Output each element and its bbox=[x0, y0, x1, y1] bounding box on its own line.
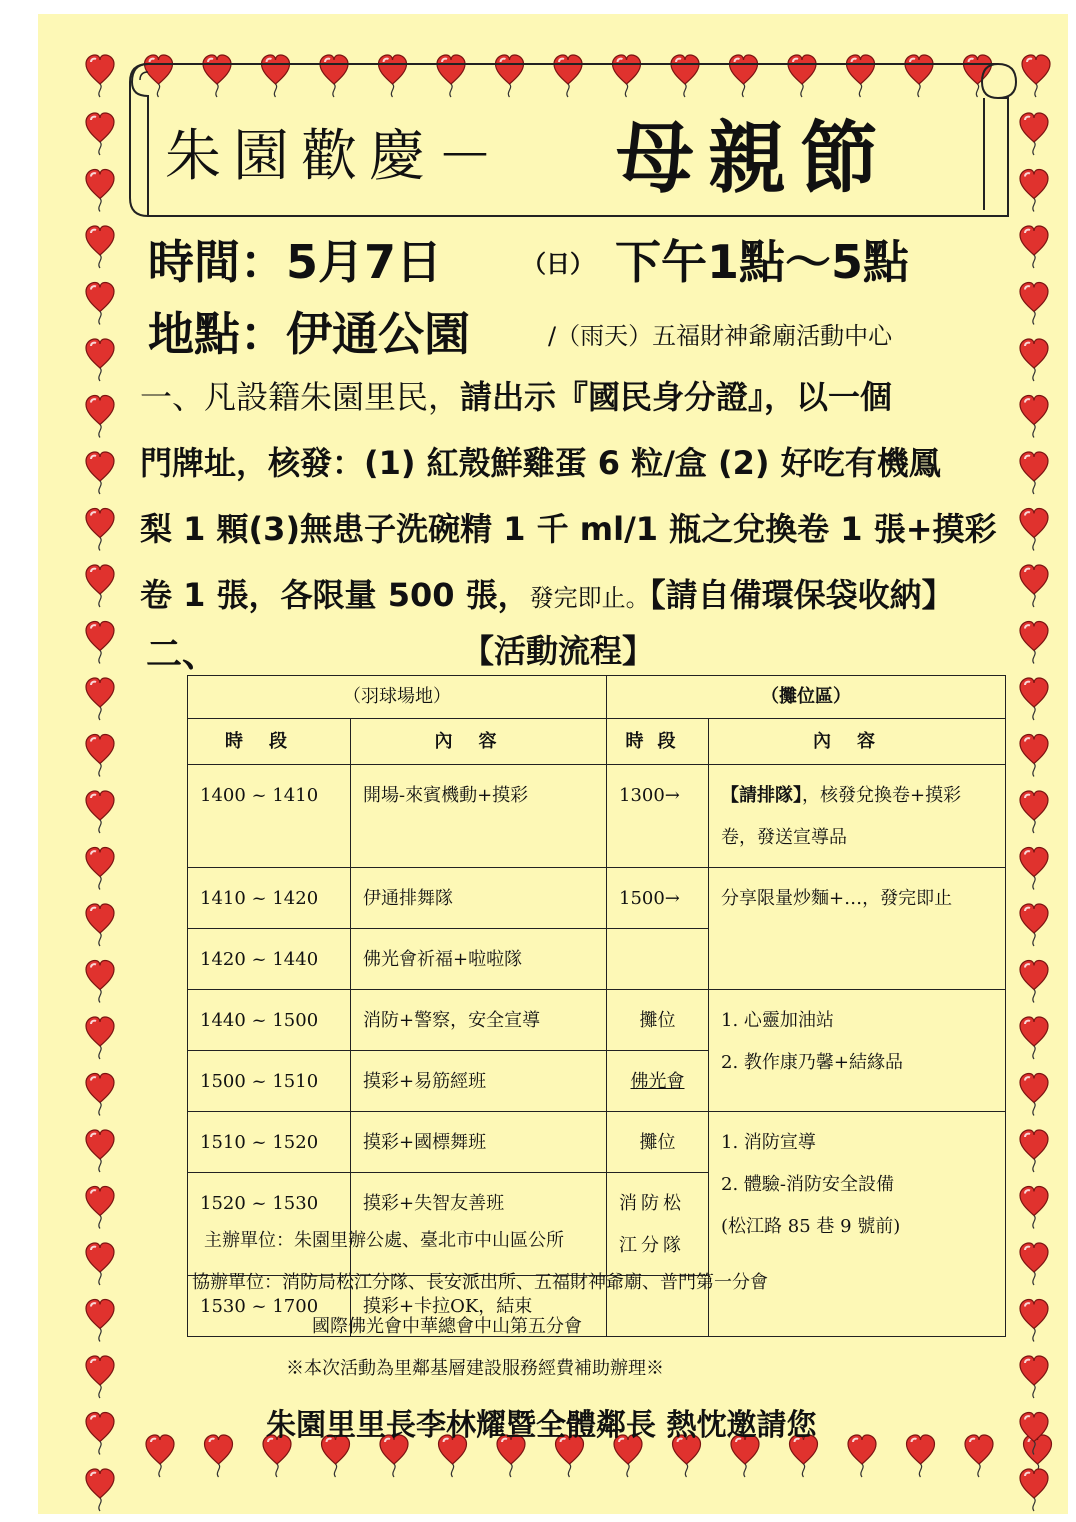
item1-line4: 卷 1 張，各限量 500 張，發完即止。【請自備環保袋收納】 bbox=[140, 576, 954, 614]
heart-balloon-icon bbox=[1020, 509, 1048, 551]
booth-content: 1. 心靈加油站 2. 教作康乃馨+結緣品 bbox=[709, 990, 1006, 1112]
heart-balloon-icon bbox=[1020, 904, 1048, 946]
table-row-time: 1440 ~ 1500 bbox=[188, 990, 351, 1051]
heart-balloon-icon bbox=[1020, 1243, 1048, 1285]
heart-balloon-icon bbox=[86, 283, 114, 325]
item1-line2: 門牌址，核發：(1) 紅殼鮮雞蛋 6 粒/盒 (2) 好吃有機鳳 bbox=[140, 444, 941, 482]
title-mothers-day: 母親節 bbox=[616, 113, 893, 204]
event-time-label: 時間：5月7日 bbox=[148, 235, 443, 289]
booth-content: 分享限量炒麵+…，發完即止 bbox=[709, 868, 1006, 990]
heart-balloon-icon bbox=[1020, 1017, 1048, 1059]
heart-balloon-icon bbox=[1020, 791, 1048, 833]
table-row-content: 佛光會祈福+啦啦隊 bbox=[351, 929, 607, 990]
booth-time: 1300→ bbox=[607, 765, 709, 868]
event-place-label: 地點：伊通公園 bbox=[148, 307, 470, 361]
title-prefix: 朱園歡慶－ bbox=[165, 124, 505, 189]
heart-balloon-icon bbox=[1020, 170, 1048, 212]
heart-balloon-icon bbox=[1020, 226, 1048, 268]
heart-balloon-icon bbox=[1020, 735, 1048, 777]
table-row-time: 1410 ~ 1420 bbox=[188, 868, 351, 929]
table-row-time: 1400 ~ 1410 bbox=[188, 765, 351, 868]
heart-balloon-icon bbox=[86, 113, 114, 155]
heart-balloon-icon bbox=[1020, 1074, 1048, 1116]
co-organizers: 協辦單位：消防局松江分隊、長安派出所、五福財神爺廟、普門第一分會 bbox=[192, 1272, 768, 1293]
heart-balloon-icon bbox=[86, 1130, 114, 1172]
table-row-time: 1500 ~ 1510 bbox=[188, 1051, 351, 1112]
heart-balloon-icon bbox=[146, 1435, 174, 1477]
heart-balloon-icon bbox=[86, 170, 114, 212]
table-row-content: 摸彩+易筋經班 bbox=[351, 1051, 607, 1112]
booth-label: 攤位 bbox=[607, 1112, 709, 1173]
heart-balloon-icon bbox=[86, 1243, 114, 1285]
booth-time: 1500→ bbox=[607, 868, 709, 929]
heart-balloon-icon bbox=[86, 678, 114, 720]
heart-balloon-icon bbox=[1020, 1130, 1048, 1172]
booth-org: 佛光會 bbox=[607, 1051, 709, 1112]
heart-balloon-icon bbox=[86, 1469, 114, 1511]
heart-balloon-icon bbox=[1020, 678, 1048, 720]
heart-balloon-icon bbox=[86, 622, 114, 664]
heart-balloon-icon bbox=[86, 1017, 114, 1059]
heart-balloon-icon bbox=[86, 396, 114, 438]
host-organizer: 主辦單位：朱園里辦公處、臺北市中山區公所 bbox=[204, 1230, 564, 1251]
booth-label: 攤位 bbox=[607, 990, 709, 1051]
heart-balloon-icon bbox=[1022, 55, 1050, 97]
heart-balloon-icon bbox=[86, 1356, 114, 1398]
header-content: 內容 bbox=[351, 719, 607, 765]
heart-balloon-icon bbox=[86, 904, 114, 946]
heart-balloon-icon bbox=[86, 55, 114, 97]
heart-balloon-icon bbox=[1020, 283, 1048, 325]
heart-balloon-icon bbox=[86, 735, 114, 777]
heart-balloon-icon bbox=[1020, 452, 1048, 494]
heart-balloon-icon bbox=[86, 791, 114, 833]
heart-balloon-icon bbox=[907, 1435, 935, 1477]
item1-line1: 一、凡設籍朱園里民，請出示『國民身分證』，以一個 bbox=[140, 378, 893, 416]
table-row-time: 1420 ~ 1440 bbox=[188, 929, 351, 990]
item2-number: 二、 bbox=[146, 634, 219, 675]
booth-time-empty bbox=[607, 929, 709, 990]
item1-line3: 梨 1 顆(3)無患子洗碗精 1 千 ml/1 瓶之兌換卷 1 張+摸彩 bbox=[140, 510, 997, 548]
heart-balloon-icon bbox=[848, 1435, 876, 1477]
heart-balloon-icon bbox=[1020, 396, 1048, 438]
heart-balloon-icon bbox=[1020, 1300, 1048, 1342]
header-time-booth: 時段 bbox=[607, 719, 709, 765]
heart-balloon-icon bbox=[1020, 113, 1048, 155]
heart-balloon-icon bbox=[1020, 848, 1048, 890]
table-row-content: 伊通排舞隊 bbox=[351, 868, 607, 929]
header-time: 時段 bbox=[188, 719, 351, 765]
heart-balloon-icon bbox=[86, 452, 114, 494]
heart-balloon-icon bbox=[1020, 1187, 1048, 1229]
heart-balloon-icon bbox=[86, 1300, 114, 1342]
heart-balloon-icon bbox=[86, 848, 114, 890]
heart-balloon-icon bbox=[86, 565, 114, 607]
heart-balloon-icon bbox=[86, 1413, 114, 1455]
event-time-range: 下午1點～5點 bbox=[615, 235, 910, 289]
area-badminton: （羽球場地） bbox=[188, 676, 607, 719]
table-row-time: 1530 ~ 1700 bbox=[188, 1276, 351, 1337]
event-day: （日） bbox=[522, 250, 594, 278]
heart-balloon-icon bbox=[86, 961, 114, 1003]
heart-balloon-icon bbox=[86, 226, 114, 268]
table-row-time: 1520 ~ 1530 bbox=[188, 1173, 351, 1276]
schedule-heading: 【活動流程】 bbox=[462, 632, 655, 670]
heart-balloon-icon bbox=[86, 1187, 114, 1229]
event-place-alt: /（雨天）五福財神爺廟活動中心 bbox=[548, 322, 893, 350]
table-row-content: 摸彩+失智友善班 bbox=[351, 1173, 607, 1276]
invitation-line: 朱園里里長李林耀暨全體鄰長 熱忱邀請您 bbox=[266, 1408, 817, 1443]
heart-balloon-icon bbox=[1020, 622, 1048, 664]
heart-balloon-icon bbox=[86, 339, 114, 381]
heart-balloon-icon bbox=[86, 1074, 114, 1116]
booth-content: 【請排隊】，核發兌換卷+摸彩卷，發送宣導品 bbox=[709, 765, 1006, 868]
table-row-content: 開場-來賓機動+摸彩 bbox=[351, 765, 607, 868]
table-row-content: 摸彩+卡拉OK，結束 bbox=[351, 1276, 607, 1337]
heart-balloon-icon bbox=[205, 1435, 233, 1477]
subsidy-note: ※本次活動為里鄰基層建設服務經費補助辦理※ bbox=[286, 1358, 664, 1379]
area-booth: （攤位區） bbox=[607, 676, 1006, 719]
heart-balloon-icon bbox=[1020, 1356, 1048, 1398]
heart-balloon-icon bbox=[1020, 1469, 1048, 1511]
co-organizers-line2: 國際佛光會中華總會中山第五分會 bbox=[312, 1316, 582, 1337]
heart-balloon-icon bbox=[1020, 565, 1048, 607]
heart-balloon-icon bbox=[1020, 961, 1048, 1003]
booth-org: 消防松江分隊 bbox=[607, 1173, 709, 1276]
table-row-time: 1510 ~ 1520 bbox=[188, 1112, 351, 1173]
header-content-booth: 內容 bbox=[709, 719, 1006, 765]
heart-balloon-icon bbox=[1020, 339, 1048, 381]
heart-balloon-icon bbox=[965, 1435, 993, 1477]
table-row-content: 消防+警察，安全宣導 bbox=[351, 990, 607, 1051]
table-row-content: 摸彩+國標舞班 bbox=[351, 1112, 607, 1173]
booth-content: 1. 消防宣導 2. 體驗-消防安全設備 (松江路 85 巷 9 號前) bbox=[709, 1112, 1006, 1337]
heart-balloon-icon bbox=[86, 509, 114, 551]
